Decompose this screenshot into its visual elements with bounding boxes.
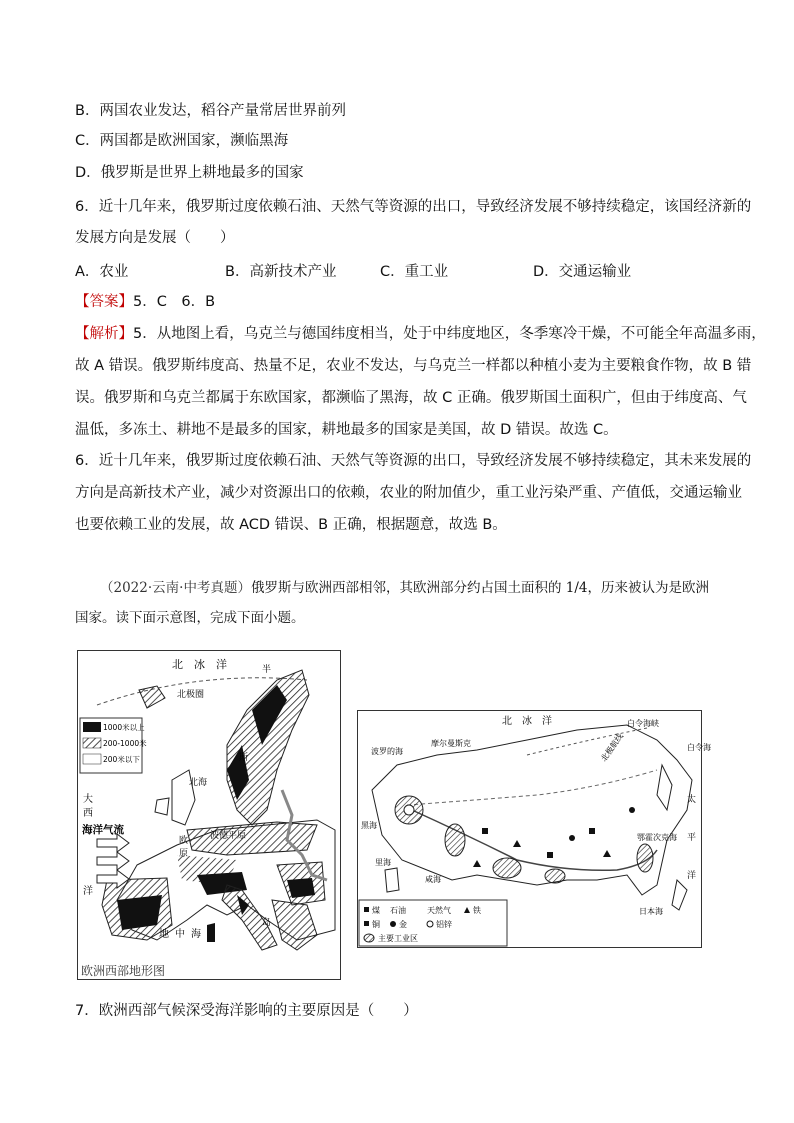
q6-option-b: B．高新技术产业 [225, 264, 337, 280]
murmansk-label: 摩尔曼斯克 [431, 739, 471, 748]
legend-industry: 主要工业区 [378, 934, 418, 943]
north-sea-label: 北海 [189, 778, 208, 788]
ocean-current-arrows [97, 834, 129, 888]
q6-option-a: A．农业 [75, 264, 129, 280]
analysis-line1 [75, 324, 766, 344]
arctic-circle-label: 北极圈 [177, 690, 205, 700]
q7-stem: 7．欧洲西部气候深受海洋影响的主要原因是（ ） [75, 1003, 418, 1019]
med-label-2: 中 [175, 929, 185, 940]
legend-200-1000-label: 200-1000米 [103, 739, 147, 748]
aral-label: 咸海 [425, 875, 441, 884]
russia-resource-map [357, 710, 711, 948]
intro-text-1: 俄罗斯与欧洲西部相邻，其欧洲部分约占国土面积的 1/4，历来被认为是欧洲 [250, 580, 709, 596]
europe-label-2: 原 [179, 849, 189, 859]
pacific-label-2: 平 [687, 833, 697, 843]
analysis-line2: 故 A 错误。俄罗斯纬度高、热量不足，农业不发达，与乌克兰一样都以种植小麦为主要粮食作物，故 B 错 [75, 358, 752, 374]
answer-line [75, 292, 215, 312]
okhotsk-label: 鄂霍次克海 [637, 833, 677, 842]
answer-text: 5．C 6．B [133, 294, 216, 310]
black-sea-label: 黑海 [361, 821, 377, 830]
q5-option-b: B．两国农业发达，稻谷产量常居世界前列 [75, 103, 346, 119]
q6-option-c: C．重工业 [380, 264, 449, 280]
arctic-route-label: 北极航线 [599, 731, 625, 764]
ocean-current-label: 海洋气流 [82, 824, 124, 836]
atlantic-label-2: 西 [83, 808, 93, 819]
legend-oil: 石油 [390, 906, 406, 915]
pacific-label-1: 太 [687, 795, 697, 805]
legend-copper: 铜 [372, 920, 380, 929]
source-tag: （2022·云南·中考真题） [100, 580, 251, 596]
bering-strait-label: 白令海峡 [627, 719, 659, 728]
legend-aluminum: 铝锌 [436, 920, 452, 929]
legend-gas: 天然气 [427, 906, 451, 915]
q6-option-d: D．交通运输业 [533, 264, 632, 280]
med-label-1: 地 [159, 929, 169, 940]
analysis-text-1: 5．从地图上看，乌克兰与德国纬度相当，处于中纬度地区，冬季寒冷干燥，不可能全年高温多雨， [133, 326, 766, 342]
legend-gold: 金 [399, 920, 407, 929]
legend-coal: 煤 [372, 906, 380, 915]
answer-label: 【答案】 [75, 294, 133, 310]
q6-stem-line2: 发展方向是发展（ ） [75, 230, 235, 246]
q5-option-d: D．俄罗斯是世界上耕地最多的国家 [75, 165, 304, 181]
intro-line2: 国家。读下面示意图，完成下面小题。 [75, 610, 305, 626]
analysis-label: 【解析】 [75, 326, 133, 342]
intro-line1 [100, 578, 709, 598]
legend-1000-label: 1000米以上 [103, 723, 145, 732]
analysis-line5: 6．近十几年来，俄罗斯过度依赖石油、天然气等资源的出口，导致经济发展不够持续稳定，其未来发展的 [75, 453, 752, 469]
analysis-line3: 误。俄罗斯和乌克兰都属于东欧国家，都濒临了黑海，故 C 正确。俄罗斯国土面积广，但由于纬度高、气 [75, 390, 747, 406]
legend-200-label: 200米以下 [103, 755, 140, 764]
japan-sea-label: 日本海 [639, 907, 663, 916]
atlantic-label-3: 洋 [83, 886, 93, 897]
analysis-line7: 也要依赖工业的发展，故 ACD 错误、B 正确，根据题意，故选 B。 [75, 517, 507, 533]
scandinavia-label: 斯 [239, 753, 249, 763]
pacific-label-3: 洋 [687, 871, 697, 881]
analysis-line6: 方向是高新技术产业，减少对资源出口的依赖，农业的附加值少，重工业污染严重、产值低，交通运输业 [75, 485, 742, 501]
europe-map-caption: 欧洲西部地形图 [81, 964, 166, 978]
q6-stem-line1: 6．近十几年来，俄罗斯过度依赖石油、天然气等资源的出口，导致经济发展不够持续稳定，该国经济新的 [75, 199, 752, 215]
baltic-label: 波罗的海 [371, 747, 403, 756]
atlantic-label-1: 大 [83, 794, 93, 805]
caspian-label: 里海 [375, 858, 391, 867]
legend-iron: 铁 [473, 906, 481, 915]
europe-terrain-map [77, 650, 341, 980]
russia-arctic-label: 北 冰 洋 [502, 716, 552, 727]
arctic-ocean-label: 北 冰 洋 [172, 658, 227, 671]
q5-option-c: C．两国都是欧洲国家，濒临黑海 [75, 133, 289, 149]
bering-sea-label: 白令海 [687, 743, 711, 752]
europe-label-1: 欧 [179, 836, 189, 846]
analysis-line4: 温低，多冻土、耕地不是最多的国家，耕地最多的国家是美国，故 D 错误。故选 C。 [75, 422, 618, 438]
med-label-3: 海 [191, 929, 201, 940]
polish-plain-label: 波德平原 [210, 831, 247, 841]
peninsula-label-2: 岛 [262, 918, 272, 928]
peninsula-label-1: 半 [262, 665, 272, 675]
